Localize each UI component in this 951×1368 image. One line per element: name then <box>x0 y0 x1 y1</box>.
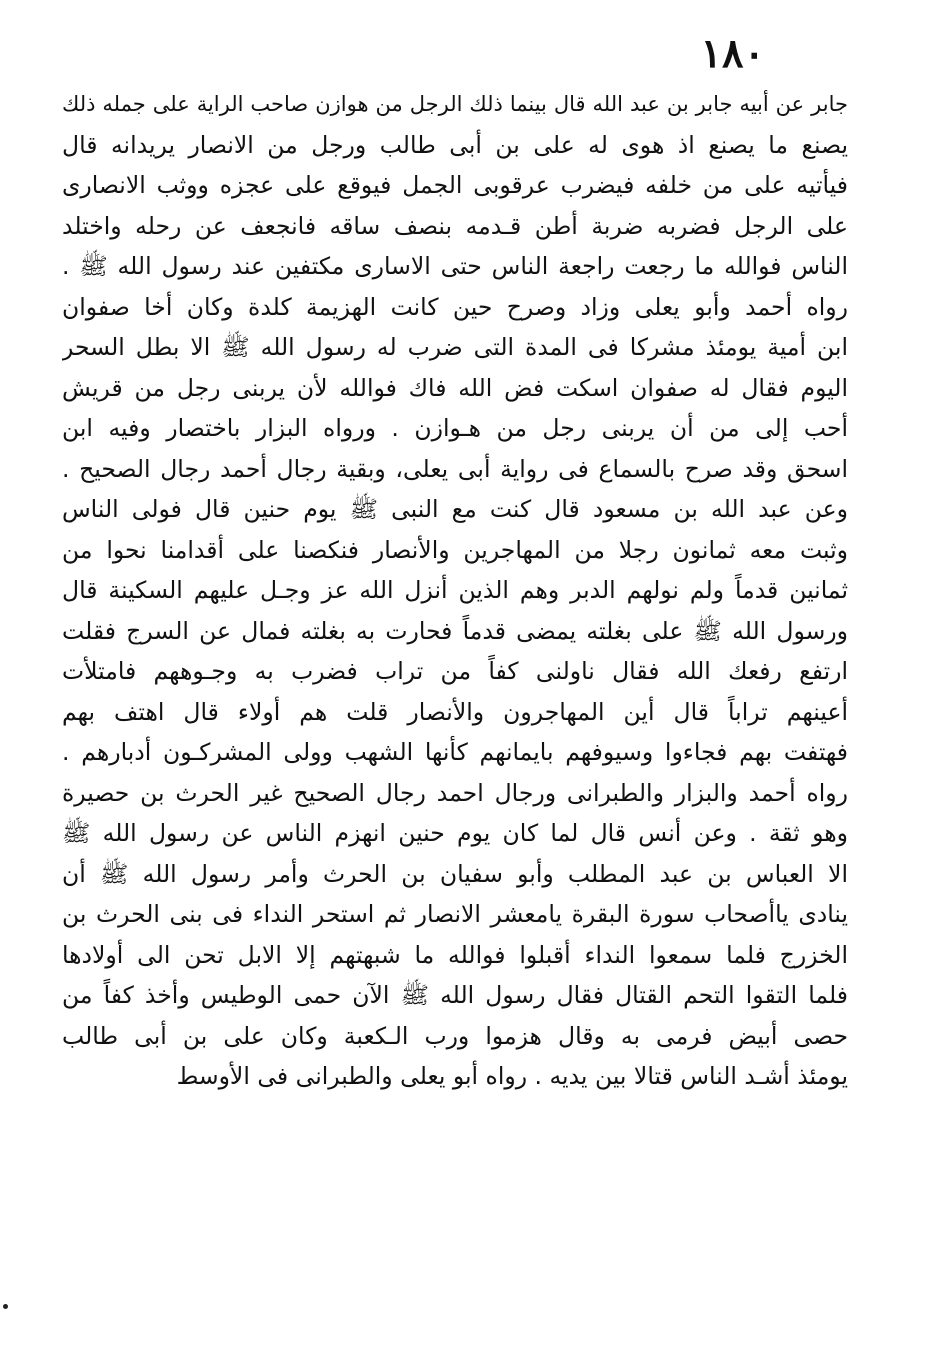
text-line-23: فلما التقوا التحم القتال فقال رسول الله ﷺ الآن حمى الوطيس وأخذ كفاً من <box>62 981 848 1009</box>
text-line-15: ارتفع رفعك الله فقال ناولنى كفاً من تراب فضرب به وجـوههم فامتلأت <box>62 657 848 685</box>
text-line-24: حصى أبيض فرمى به وقال هزموا ورب الـكعبة وكان على بن أبى طالب <box>62 1021 848 1050</box>
text-line-9: أحب إلى من أن يربنى رجل من هـوازن . ورواه البزار باختصار وفيه ابن <box>62 414 848 442</box>
text-line-13: ثمانين قدماً ولم نولهم الدبر وهم الذين أنزل الله عز وجـل عليهم السكينة قال <box>62 576 848 604</box>
text-line-8: اليوم فقال له صفوان اسكت فض الله فاك فوالله لأن يربنى رجل من قريش <box>62 373 848 402</box>
text-line-22: الخزرج فلما سمعوا النداء أقبلوا فوالله ما شبهتهم إلا الابل تحن الى أولادها <box>62 940 848 969</box>
text-line-6: رواه أحمد وأبو يعلى وزاد وصرح حين كانت الهزيمة كلدة وكان أخا صفوان <box>62 292 848 321</box>
text-line-12: وثبت معه ثمانون رجلا من المهاجرين والأنصار فنكصنا على أقدامنا نحوا من <box>62 535 848 564</box>
page-number: ١٨٠ <box>700 30 765 77</box>
text-line-25: يومئذ أشـد الناس قتالا بين يديه . رواه أبو يعلى والطبرانى فى الأوسط <box>176 1062 848 1090</box>
text-line-11: وعن عبد الله بن مسعود قال كنت مع النبى ﷺ يوم حنين قال فولى الناس <box>62 495 848 523</box>
text-line-10: اسحق وقد صرح بالسماع فى رواية أبى يعلى، وبقية رجال أحمد رجال الصحيح . <box>62 454 848 483</box>
text-line-18: رواه أحمد والبزار والطبرانى ورجال احمد رجال الصحيح غير الحرث بن حصيرة <box>62 778 848 807</box>
scan-speck <box>3 1304 8 1309</box>
text-line-20: الا العباس بن عبد المطلب وأبو سفيان بن الحرث وأمر رسول الله ﷺ أن <box>62 859 848 888</box>
text-line-21: ينادى ياأصحاب سورة البقرة يامعشر الانصار ثم استحر النداء فى بنى الحرث بن <box>62 900 848 928</box>
text-line-4: على الرجل فضربه ضربة أطن قـدمه بنصف ساقه فانجعف عن رحله واختلد <box>62 211 848 240</box>
text-line-7: ابن أمية يومئذ مشركا فى المدة التى ضرب له رسول الله ﷺ الا بطل السحر <box>62 333 848 361</box>
text-line-2: يصنع ما يصنع اذ هوى له على بن أبى طالب ورجل من الانصار يريدانه قال <box>62 130 848 159</box>
text-line-14: ورسول الله ﷺ على بغلته يمضى قدماً فحارت به بغلته فمال عن السرج فقلت <box>62 616 848 645</box>
text-line-5: الناس فوالله ما رجعت راجعة الناس حتى الاسارى مكتفين عند رسول الله ﷺ . <box>62 252 848 280</box>
text-line-17: فهتفت بهم فجاءوا وسيوفهم بايمانهم كأنها الشهب وولى المشركـون أدبارهم . <box>62 738 848 766</box>
text-line-16: أعينهم تراباً قال أين المهاجرون والأنصار قلت هم أولاء قال اهتف بهم <box>62 697 848 726</box>
page-text <box>62 84 848 1097</box>
text-line-1: جابر عن أبيه جابر بن عبد الله قال بينما ذلك الرجل من هوازن صاحب الراية على جمله ذلك <box>62 92 848 116</box>
text-line-3: فيأتيه على من خلفه فيضرب عرقوبى الجمل فيوقع على عجزه ووثب الانصارى <box>62 171 848 199</box>
text-line-19: وهو ثقة . وعن أنس قال لما كان يوم حنين انهزم الناس عن رسول الله ﷺ <box>62 819 848 847</box>
